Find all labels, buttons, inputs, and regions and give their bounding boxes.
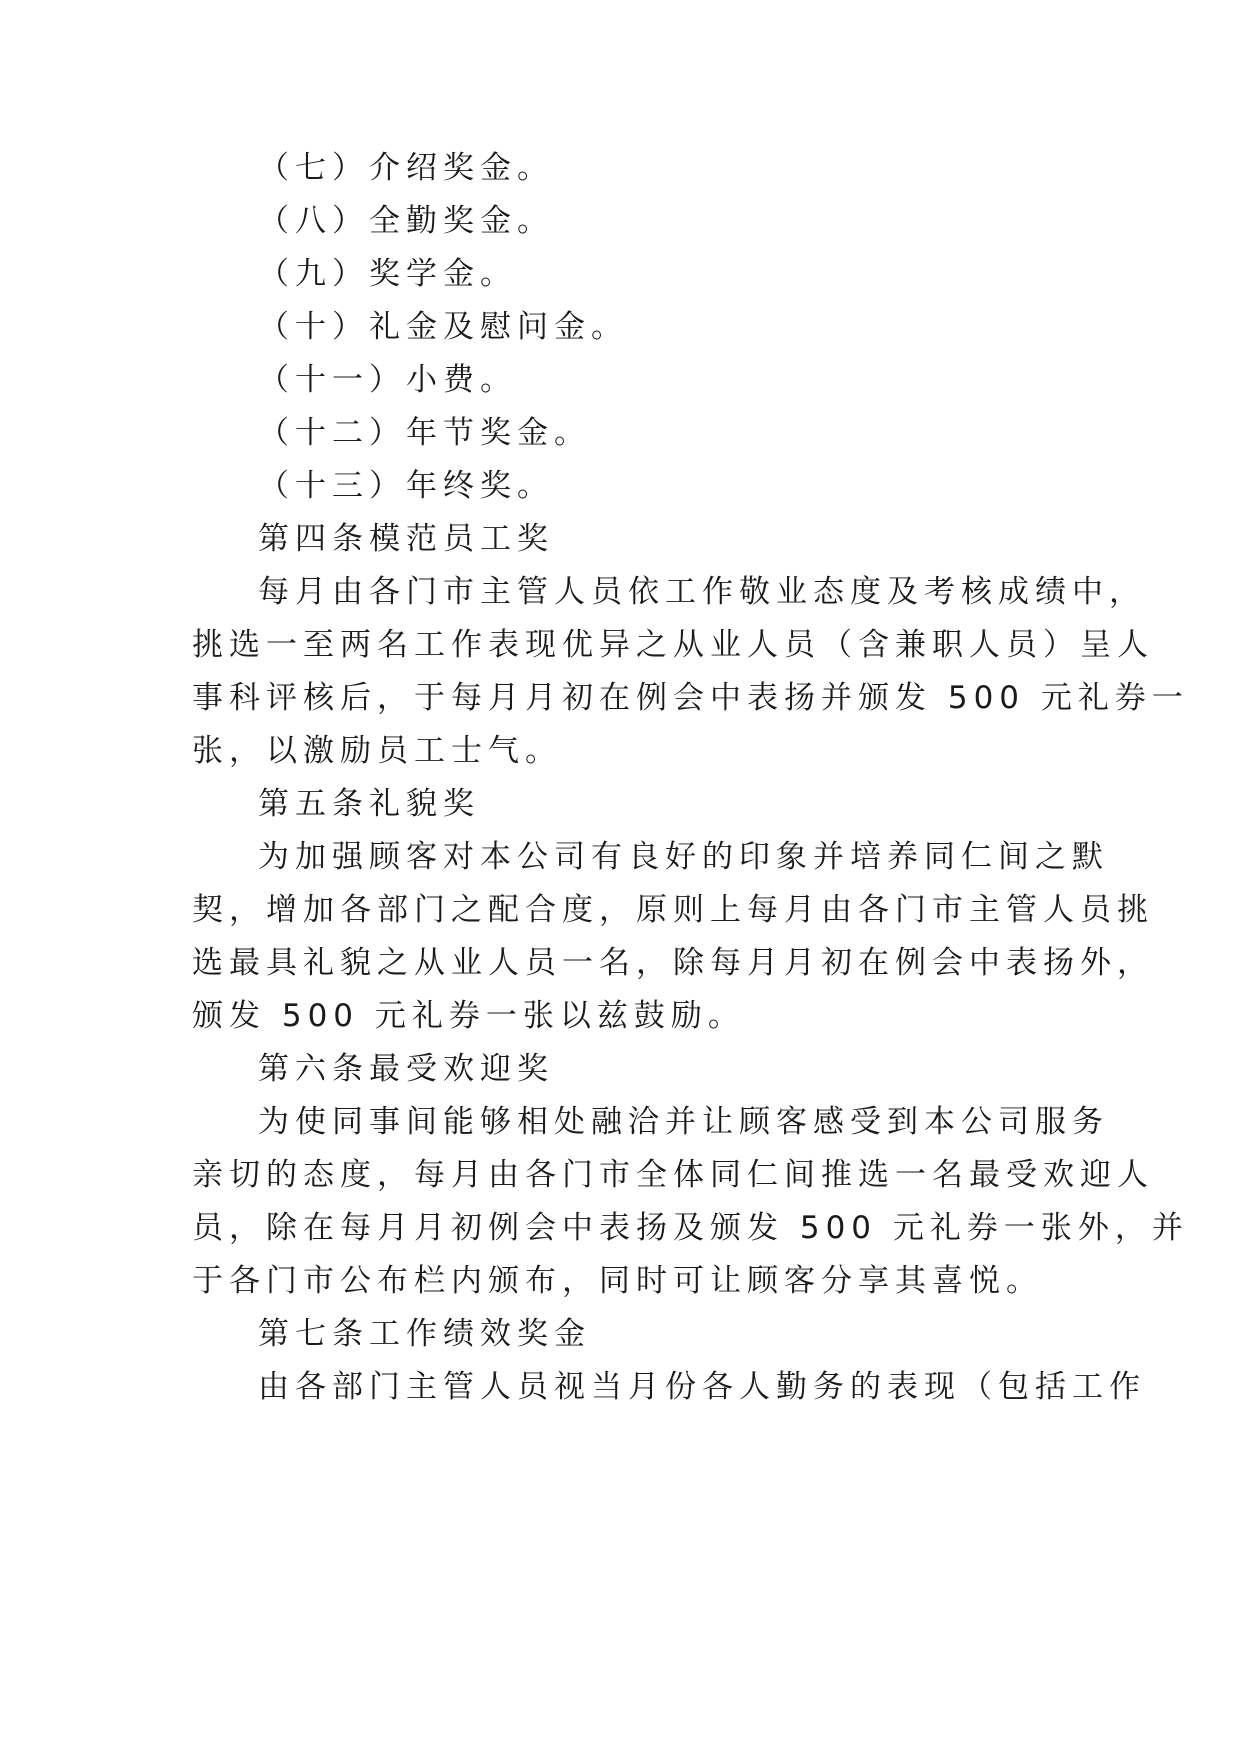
paragraph-line: 由各部门主管人员视当月份各人勤务的表现（包括工作 <box>258 1369 1146 1405</box>
list-item: （七）介绍奖金。 <box>258 150 554 186</box>
section-heading: 第七条工作绩效奖金 <box>258 1316 591 1352</box>
paragraph-line: 为加强顾客对本公司有良好的印象并培养同仁间之默 <box>258 839 1109 875</box>
paragraph-line: 于各门市公布栏内颁布，同时可让顾客分享其喜悦。 <box>192 1263 1043 1299</box>
paragraph-line: 员，除在每月月初例会中表扬及颁发 500 元礼券一张外，并 <box>192 1210 1189 1246</box>
paragraph-line: 颁发 500 元礼券一张以兹鼓励。 <box>192 998 745 1034</box>
section-heading: 第四条模范员工奖 <box>258 521 554 557</box>
paragraph-line: 张，以激励员工士气。 <box>192 733 562 769</box>
paragraph-line: 契，增加各部门之配合度，原则上每月由各门市主管人员挑 <box>192 892 1154 928</box>
paragraph-line: 为使同事间能够相处融洽并让顾客感受到本公司服务 <box>258 1104 1109 1140</box>
list-item: （十三）年终奖。 <box>258 468 554 504</box>
paragraph-line: 每月由各门市主管人员依工作敬业态度及考核成绩中， <box>258 574 1146 610</box>
list-item: （八）全勤奖金。 <box>258 203 554 239</box>
section-heading: 第五条礼貌奖 <box>258 786 480 822</box>
section-heading: 第六条最受欢迎奖 <box>258 1051 554 1087</box>
paragraph-line: 亲切的态度，每月由各门市全体同仁间推选一名最受欢迎人 <box>192 1157 1154 1193</box>
list-item: （十一）小费。 <box>258 362 517 398</box>
list-item: （十）礼金及慰问金。 <box>258 309 628 345</box>
paragraph-line: 挑选一至两名工作表现优异之从业人员（含兼职人员）呈人 <box>192 627 1154 663</box>
list-item: （九）奖学金。 <box>258 256 517 292</box>
list-item: （十二）年节奖金。 <box>258 415 591 451</box>
paragraph-line: 事科评核后，于每月月初在例会中表扬并颁发 500 元礼券一 <box>192 680 1189 716</box>
paragraph-line: 选最具礼貌之从业人员一名，除每月月初在例会中表扬外， <box>192 945 1154 981</box>
